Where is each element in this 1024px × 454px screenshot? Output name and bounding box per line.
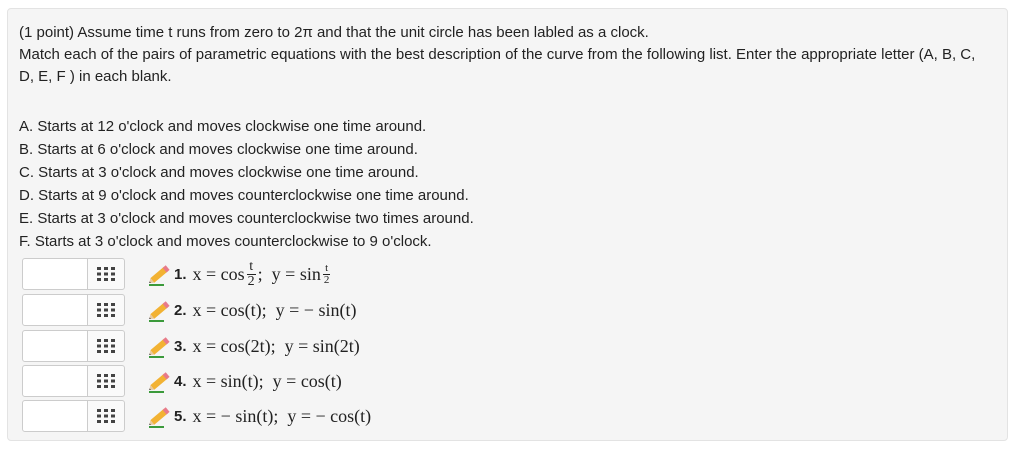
pencil-icon	[146, 403, 174, 429]
choice-e: E. Starts at 3 o'clock and moves counterclockwise two times around.	[19, 210, 474, 227]
answer-input-4[interactable]	[22, 365, 88, 397]
problem-panel	[7, 8, 1008, 441]
pencil-icon	[146, 261, 174, 287]
pencil-icon	[146, 368, 174, 394]
choice-d: D. Starts at 9 o'clock and moves counterclockwise one time around.	[19, 187, 469, 204]
equation-4: 4. x = sin(t); y = cos(t)	[174, 370, 342, 391]
keypad-grid-icon[interactable]	[87, 400, 125, 432]
choice-a: A. Starts at 12 o'clock and moves clockwise one time around.	[19, 118, 427, 135]
fraction: $\frac{t}{2}$	[247, 258, 255, 289]
equation-2: 2. x = cos(t); y = − sin(t)	[174, 299, 357, 320]
pencil-icon	[146, 333, 174, 359]
choice-f: F. Starts at 3 o'clock and moves counterclockwise to 9 o'clock.	[19, 233, 432, 250]
answer-input-2[interactable]	[22, 294, 88, 326]
keypad-grid-icon[interactable]	[87, 365, 125, 397]
equation-1: 1. x = cos $\frac{t}{2}$ ; y = sin $\frac{t}{2}$	[174, 258, 330, 289]
fraction: $\frac{t}{2}$	[323, 261, 330, 286]
answer-input-3[interactable]	[22, 330, 88, 362]
keypad-grid-icon[interactable]	[87, 294, 125, 326]
answer-input-1[interactable]	[22, 258, 88, 290]
keypad-grid-icon[interactable]	[87, 330, 125, 362]
equation-5: 5. x = − sin(t); y = − cos(t)	[174, 405, 372, 426]
choice-c: C. Starts at 3 o'clock and moves clockwise one time around.	[19, 164, 419, 181]
equation-3: 3. x = cos(2t); y = sin(2t)	[174, 335, 360, 356]
choice-list	[19, 115, 474, 253]
choice-b: B. Starts at 6 o'clock and moves clockwise one time around.	[19, 141, 418, 158]
pencil-icon	[146, 297, 174, 323]
answer-input-5[interactable]	[22, 400, 88, 432]
prompt-line-1: (1 point) Assume time t runs from zero to 2π and that the unit circle has been labled as a clock.	[19, 24, 649, 41]
prompt-line-2: Match each of the pairs of parametric equations with the best description of the curve from the following list. Enter the appropriate letter (A, B, C, D, E, F ) in each blank.	[19, 46, 976, 85]
keypad-grid-icon[interactable]	[87, 258, 125, 290]
problem-prompt	[19, 22, 994, 88]
